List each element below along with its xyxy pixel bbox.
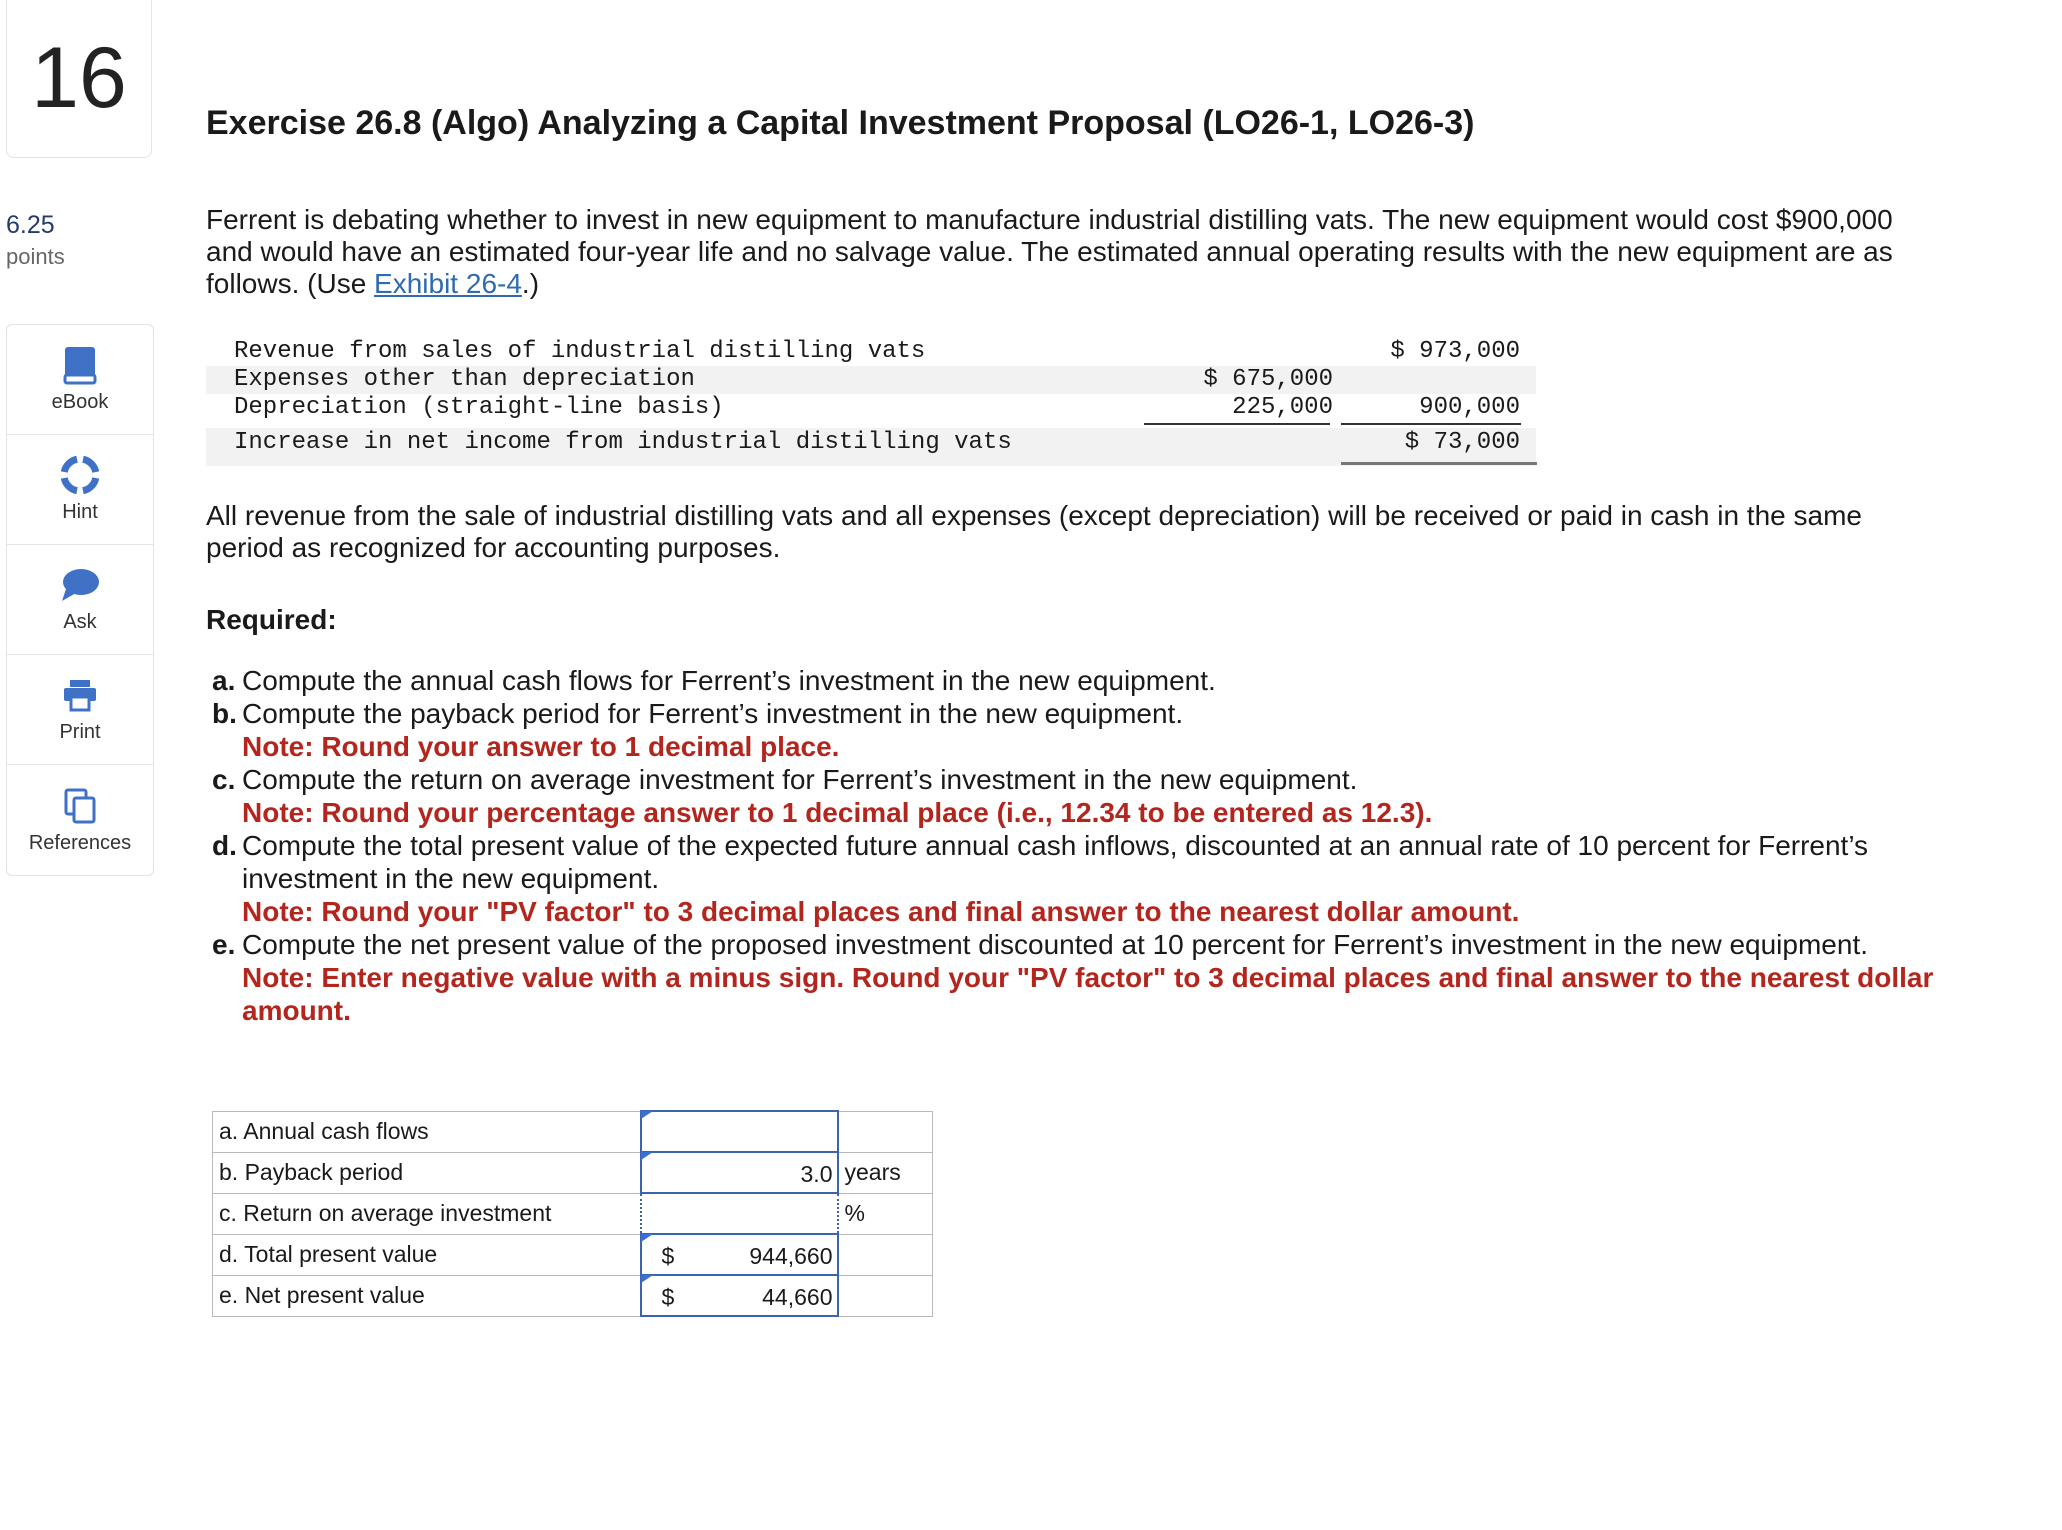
references-button[interactable] [7, 765, 153, 875]
requirement-text: Compute the net present value of the proposed investment discounted at 10 percent for Ferrent’s investment in the new equipment. [242, 929, 1868, 960]
requirement-letter: b. [212, 698, 237, 729]
print-button[interactable] [7, 655, 153, 765]
fin-col1-value: $ 675,000 [1203, 366, 1333, 393]
exercise-title: Exercise 26.8 (Algo) Analyzing a Capital Investment Proposal (LO26-1, LO26-3) [206, 104, 1475, 142]
answer-table [212, 1110, 933, 1317]
answer-label: d. Total present value [213, 1234, 641, 1275]
answer-label: e. Net present value [213, 1275, 641, 1316]
fin-col1-value: 225,000 [1232, 394, 1333, 421]
requirement-note: Note: Round your answer to 1 decimal place. [242, 731, 840, 762]
ebook-label: eBook [51, 391, 109, 413]
print-label: Print [59, 721, 101, 743]
references-label: References [28, 831, 132, 854]
answer-row-net-present-value [213, 1275, 933, 1316]
requirements-list [212, 664, 1972, 1027]
flag-marker-icon [641, 1234, 653, 1242]
requirement-letter: e. [212, 929, 236, 960]
requirement-b [212, 697, 1972, 763]
speech-bubble-icon [60, 565, 100, 605]
answer-row-annual-cash-flows [213, 1111, 933, 1152]
fin-row-revenue [206, 338, 1536, 366]
flag-marker-icon [641, 1275, 653, 1283]
fin-label: Expenses other than depreciation [234, 366, 695, 393]
currency-symbol: $ [661, 1243, 675, 1269]
payback-period-input[interactable] [641, 1152, 838, 1193]
requirement-note: Note: Round your percentage answer to 1 decimal place (i.e., 12.34 to be entered as 12.3). [242, 797, 1433, 828]
answer-label: b. Payback period [213, 1152, 641, 1193]
fin-label: Revenue from sales of industrial distilling vats [234, 338, 926, 365]
subtotal-underline [1144, 423, 1330, 425]
requirement-body [242, 763, 1972, 829]
fin-row-expenses [206, 366, 1536, 394]
financial-statement [206, 332, 1536, 466]
requirement-letter: c. [212, 764, 236, 795]
hint-label: Hint [62, 501, 98, 523]
fin-row-depreciation [206, 394, 1536, 422]
double-underline [1341, 462, 1537, 465]
answer-label: c. Return on average investment [213, 1193, 641, 1234]
answer-unit [838, 1234, 933, 1275]
documents-icon [63, 786, 97, 826]
ask-button[interactable] [7, 545, 153, 655]
requirement-body [242, 829, 1972, 928]
answer-row-payback-period [213, 1152, 933, 1193]
points-display [6, 208, 126, 272]
flag-marker-icon [641, 1152, 653, 1160]
lifebuoy-icon [61, 455, 99, 495]
return-on-average-investment-input[interactable] [641, 1193, 838, 1234]
requirement-note: Note: Enter negative value with a minus sign. Round your "PV factor" to 3 decimal places and final answer to the nearest dollar amount. [242, 962, 1934, 1026]
requirement-d [212, 829, 1972, 928]
ask-label: Ask [63, 611, 97, 633]
annual-cash-flows-input[interactable] [641, 1111, 838, 1152]
total-present-value-input[interactable] [641, 1234, 838, 1275]
requirement-text: Compute the annual cash flows for Ferrent’s investment in the new equipment. [242, 665, 1216, 696]
requirement-a [212, 664, 1972, 697]
requirement-e [212, 928, 1972, 1027]
requirement-body [242, 664, 1972, 697]
requirement-body [242, 697, 1972, 763]
printer-icon [62, 675, 98, 715]
flag-marker-icon [641, 1111, 653, 1119]
points-label: points [6, 244, 65, 269]
tools-panel [6, 324, 154, 876]
requirement-note: Note: Round your "PV factor" to 3 decimal places and final answer to the nearest dollar amount. [242, 896, 1520, 927]
requirement-text: Compute the payback period for Ferrent’s investment in the new equipment. [242, 698, 1184, 729]
fin-row-net-income [206, 428, 1536, 466]
question-number: 16 [6, 0, 152, 158]
answer-row-return-on-average-investment [213, 1193, 933, 1234]
intro-paragraph [206, 204, 1936, 300]
fin-label: Increase in net income from industrial distilling vats [234, 429, 1012, 456]
exhibit-link[interactable]: Exhibit 26-4 [374, 268, 522, 299]
required-heading: Required: [206, 604, 337, 635]
requirement-text: Compute the return on average investment for Ferrent’s investment in the new equipment. [242, 764, 1358, 795]
ebook-button[interactable] [7, 325, 153, 435]
fin-col2-value: 900,000 [1419, 394, 1520, 421]
input-value: 944,660 [749, 1243, 833, 1269]
requirement-letter: a. [212, 665, 236, 696]
input-value: 3.0 [800, 1161, 833, 1187]
cash-note: All revenue from the sale of industrial distilling vats and all expenses (except depreciation) will be received or paid in cash in the same period as recognized for accounting purposes. [206, 500, 1862, 563]
fin-col2-value: $ 973,000 [1390, 338, 1520, 365]
answer-label: a. Annual cash flows [213, 1111, 641, 1152]
intro-text-after: .) [521, 268, 540, 299]
answer-unit [838, 1275, 933, 1316]
requirement-text: Compute the total present value of the expected future annual cash inflows, discounted at an annual rate of 10 percent for Ferrent’s investment in the new equipment. [242, 830, 1869, 894]
points-value: 6.25 [6, 211, 55, 239]
intro-text-before: Ferrent is debating whether to invest in new equipment to manufacture industrial distilling vats. The new equipment would cost $900,000 and would have an estimated four-year life and no salvage value. The estimated annual operating results with the new equipment are as follows. (Use [206, 204, 1893, 299]
currency-symbol: $ [661, 1284, 675, 1310]
hint-button[interactable] [7, 435, 153, 545]
input-value: 44,660 [762, 1284, 833, 1310]
total-underline [1341, 423, 1521, 425]
net-present-value-input[interactable] [641, 1275, 838, 1316]
fin-label: Depreciation (straight-line basis) [234, 394, 724, 421]
requirement-letter: d. [212, 830, 237, 861]
book-icon [63, 345, 97, 385]
fin-col2-value: $ 73,000 [1404, 429, 1520, 456]
answer-unit [838, 1111, 933, 1152]
answer-row-total-present-value [213, 1234, 933, 1275]
answer-unit: years [838, 1152, 933, 1193]
requirement-c [212, 763, 1972, 829]
requirement-body [242, 928, 1972, 1027]
answer-unit: % [838, 1193, 933, 1234]
